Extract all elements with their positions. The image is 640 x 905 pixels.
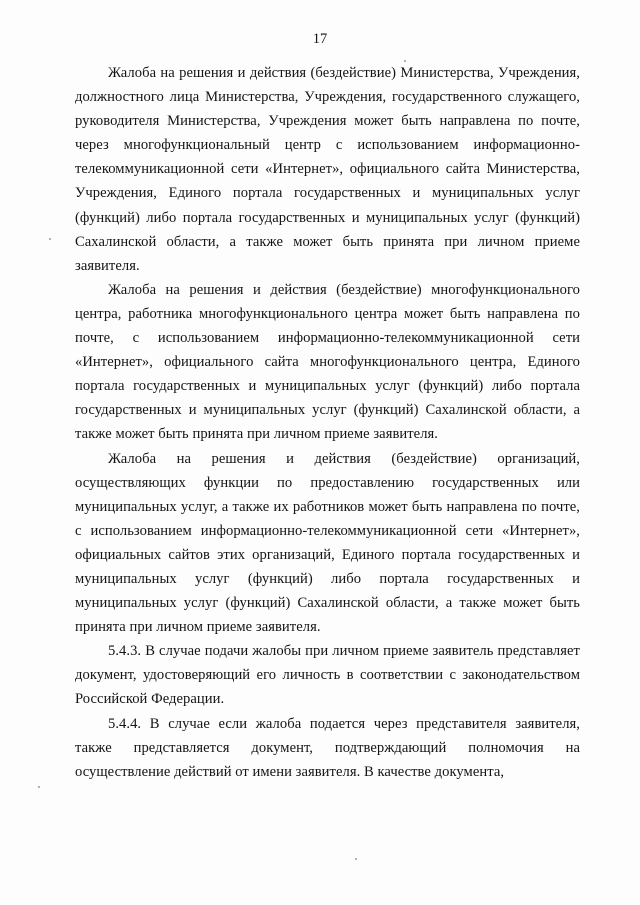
scan-speck: [38, 786, 40, 788]
document-body: [75, 61, 580, 784]
paragraph-clause-5-4-3: 5.4.3. В случае подачи жалобы при личном приеме заявитель представляет документ, удостоверяющий его личность в соответствии с законодательством Российской Федерации.: [75, 643, 580, 708]
paragraph-complaint-mfc: Жалоба на решения и действия (бездействие) многофункционального центра, работника многофункционального центра может быть направлена по почте, с использованием информационно-телекоммуникационной сети «Интернет», официального сайта многофункционального центра, Единого портала государственных и муниципальных услуг (функций) либо портала государственных и муниципальных услуг (функций) Сахалинской области, а также может быть принята при личном приеме заявителя.: [75, 281, 580, 443]
scan-speck: [355, 858, 357, 860]
paragraph-clause-5-4-4: 5.4.4. В случае если жалоба подается через представителя заявителя, также представляется документ, подтверждающий полномочия на осуществление действий от имени заявителя. В качестве документа,: [75, 715, 580, 780]
scan-speck: [404, 60, 406, 62]
scan-speck: [49, 238, 51, 240]
page-number: 17: [312, 31, 328, 47]
paragraph-complaint-ministry: Жалоба на решения и действия (бездействие) Министерства, Учреждения, должностного лица Министерства, Учреждения, государственного служащего, руководителя Министерства, Учреждения может быть направлена по почте, через многофункциональный центр с использованием информационно-телекоммуникационной сети «Интернет», официального сайта Министерства, Учреждения, Единого портала государственных и муниципальных услуг (функций) либо портала государственных и муниципальных услуг (функций) Сахалинской области, а также может быть принята при личном приеме заявителя.: [75, 65, 580, 274]
paragraph-complaint-organizations: Жалоба на решения и действия (бездействие) организаций, осуществляющих функции по предоставлению государственных или муниципальных услуг, а также их работников может быть направлена по почте, с использованием информационно-телекоммуникационной сети «Интернет», официальных сайтов этих организаций, Единого портала государственных и муниципальных услуг (функций) либо портала государственных и муниципальных услуг (функций) Сахалинской области, а также может быть принята при личном приеме заявителя.: [75, 450, 580, 636]
